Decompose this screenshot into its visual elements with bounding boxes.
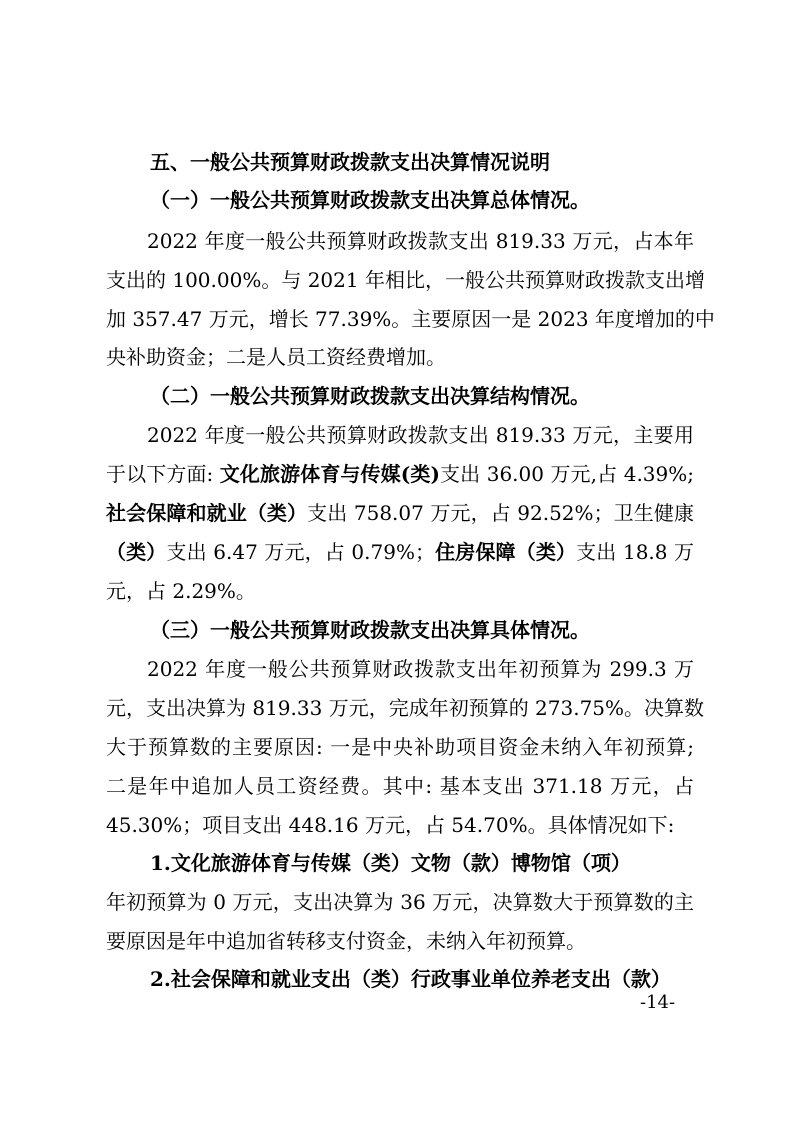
paragraph-1-line-4: 央补助资金；二是人员工资经费增加。 <box>106 345 446 369</box>
text-run: 于以下方面: <box>106 462 220 486</box>
text-run: 支出 18.8 万 <box>576 540 695 564</box>
text-run: 支出 758.07 万元，占 92.52%；卫生健康 <box>307 501 695 525</box>
paragraph-2-line-5: 元，占 2.29%。 <box>106 579 256 603</box>
category-culture: 文化旅游体育与传媒(类) <box>219 462 440 486</box>
paragraph-3-line-2: 元，支出决算为 819.33 万元，完成年初预算的 273.75%。决算数 <box>106 696 705 720</box>
paragraph-2-line-3 <box>106 501 694 525</box>
item-2-title: 2.社会保障和就业支出（类）行政事业单位养老支出（款） <box>150 967 671 991</box>
section-heading: 五、一般公共预算财政拨款支出决算情况说明 <box>150 150 550 174</box>
paragraph-1-line-3: 加 357.47 万元，增长 77.39%。主要原因一是 2023 年度增加的中 <box>106 307 715 331</box>
subsection-3-title: （三）一般公共预算财政拨款支出决算具体情况。 <box>150 618 590 642</box>
item-1-line-1: 年初预算为 0 万元，支出决算为 36 万元，决算数大于预算数的主 <box>106 890 694 914</box>
paragraph-3-line-3: 大于预算数的主要原因: 一是中央补助项目资金未纳入年初预算; <box>106 735 694 759</box>
subsection-2-title: （二）一般公共预算财政拨款支出决算结构情况。 <box>150 384 590 408</box>
subsection-1-title: （一）一般公共预算财政拨款支出决算总体情况。 <box>150 188 590 212</box>
text-run: 支出 36.00 万元,占 4.39%; <box>439 462 694 486</box>
paragraph-2-line-2 <box>106 462 694 486</box>
paragraph-1-line-1: 2022 年度一般公共预算财政拨款支出 819.33 万元，占本年 <box>147 229 694 253</box>
paragraph-3-line-1: 2022 年度一般公共预算财政拨款支出年初预算为 299.3 万 <box>147 657 694 681</box>
category-housing: 住房保障（类） <box>434 540 577 564</box>
item-1-line-2: 要原因是年中追加省转移支付资金，未纳入年初预算。 <box>106 929 586 953</box>
paragraph-2-line-4 <box>106 540 694 564</box>
category-health-suffix: （类） <box>106 540 167 564</box>
text-run: 支出 6.47 万元，占 0.79%； <box>166 540 435 564</box>
paragraph-3-line-4: 二是年中追加人员工资经费。其中: 基本支出 371.18 万元，占 <box>106 774 694 798</box>
paragraph-2-line-1: 2022 年度一般公共预算财政拨款支出 819.33 万元，主要用 <box>147 423 694 447</box>
paragraph-1-line-2: 支出的 100.00%。与 2021 年相比，一般公共预算财政拨款支出增 <box>106 268 705 292</box>
page-number: -14- <box>640 992 676 1013</box>
paragraph-3-line-5: 45.30%；项目支出 448.16 万元，占 54.70%。具体情况如下: <box>106 813 675 837</box>
item-1-title: 1.文化旅游体育与传媒（类）文物（款）博物馆（项） <box>150 851 631 875</box>
category-social-security: 社会保障和就业（类） <box>106 501 308 525</box>
